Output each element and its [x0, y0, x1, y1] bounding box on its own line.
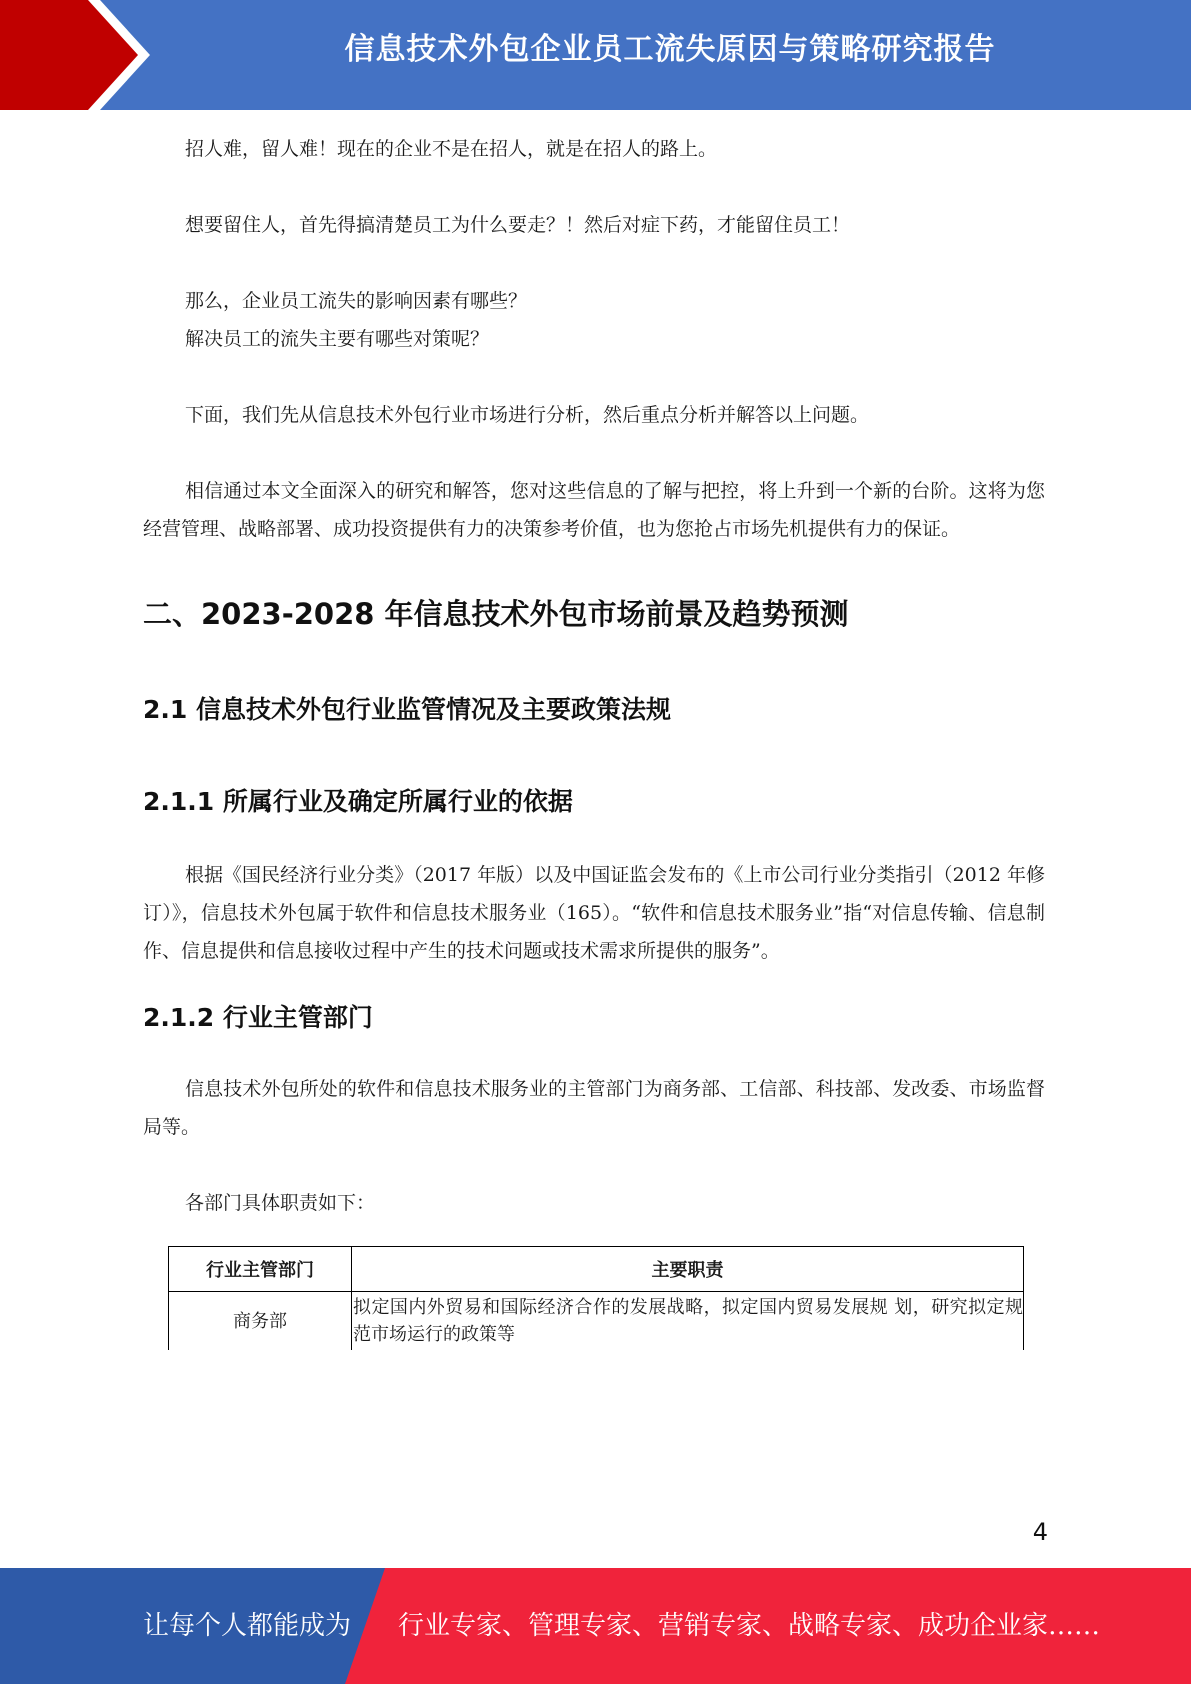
intro-paragraph-2: 想要留住人，首先得搞清楚员工为什么要走？！然后对症下药，才能留住员工！	[185, 214, 851, 236]
document-body	[143, 130, 1045, 1350]
table-cell-duty: 拟定国内外贸易和国际经济合作的发展战略，拟定国内贸易发展规 划，研究拟定规范市场运行的政策等	[352, 1292, 1024, 1351]
table-header-department: 行业主管部门	[169, 1247, 352, 1292]
footer-slogan-right: 行业专家、管理专家、营销专家、战略专家、成功企业家……	[398, 1611, 1101, 1641]
table-header-duty: 主要职责	[352, 1247, 1024, 1292]
section-2-1-1-heading: 2.1.1 所属行业及确定所属行业的依据	[143, 787, 573, 816]
table-cell-department: 商务部	[169, 1292, 352, 1351]
table-header-row	[169, 1247, 1024, 1292]
page-header	[0, 0, 1191, 110]
section-2-1-2-intro: 各部门具体职责如下：	[185, 1192, 376, 1214]
intro-paragraph-5: 下面，我们先从信息技术外包行业市场进行分析，然后重点分析并解答以上问题。	[185, 404, 870, 426]
page-footer	[0, 1568, 1191, 1684]
section-2-1-heading: 2.1 信息技术外包行业监管情况及主要政策法规	[143, 695, 671, 724]
intro-question-2: 解决员工的流失主要有哪些对策呢？	[185, 328, 490, 350]
table-row	[169, 1292, 1024, 1351]
page-number: 4	[1032, 1518, 1048, 1546]
report-title: 信息技术外包企业员工流失原因与策略研究报告	[344, 32, 996, 67]
intro-paragraph-6: 相信通过本文全面深入的研究和解答，您对这些信息的了解与把控，将上升到一个新的台阶。这将为您经营管理、战略部署、成功投资提供有力的决策参考价值，也为您抢占市场先机提供有力的保证。	[143, 480, 1045, 540]
intro-question-1: 那么，企业员工流失的影响因素有哪些？	[185, 290, 528, 312]
footer-slogan-left: 让每个人都能成为	[143, 1611, 352, 1641]
header-chevron-arrow	[0, 0, 140, 110]
section-2-1-1-paragraph: 根据《国民经济行业分类》（2017 年版）以及中国证监会发布的《上市公司行业分类指引（2012 年修订）》，信息技术外包属于软件和信息技术服务业（165）。“软件和信息技术服务业”指“对信息传输、信息制作、信息提供和信息接收过程中产生的技术问题或技术需求所提供的服务”。	[143, 864, 1045, 962]
intro-paragraph-1: 招人难，留人难！现在的企业不是在招人，就是在招人的路上。	[185, 138, 718, 160]
department-duty-table	[168, 1246, 1024, 1350]
section-2-heading: 二、2023-2028 年信息技术外包市场前景及趋势预测	[143, 597, 849, 631]
section-2-1-2-heading: 2.1.2 行业主管部门	[143, 1003, 373, 1032]
section-2-1-2-paragraph: 信息技术外包所处的软件和信息技术服务业的主管部门为商务部、工信部、科技部、发改委、市场监督局等。	[143, 1078, 1045, 1138]
